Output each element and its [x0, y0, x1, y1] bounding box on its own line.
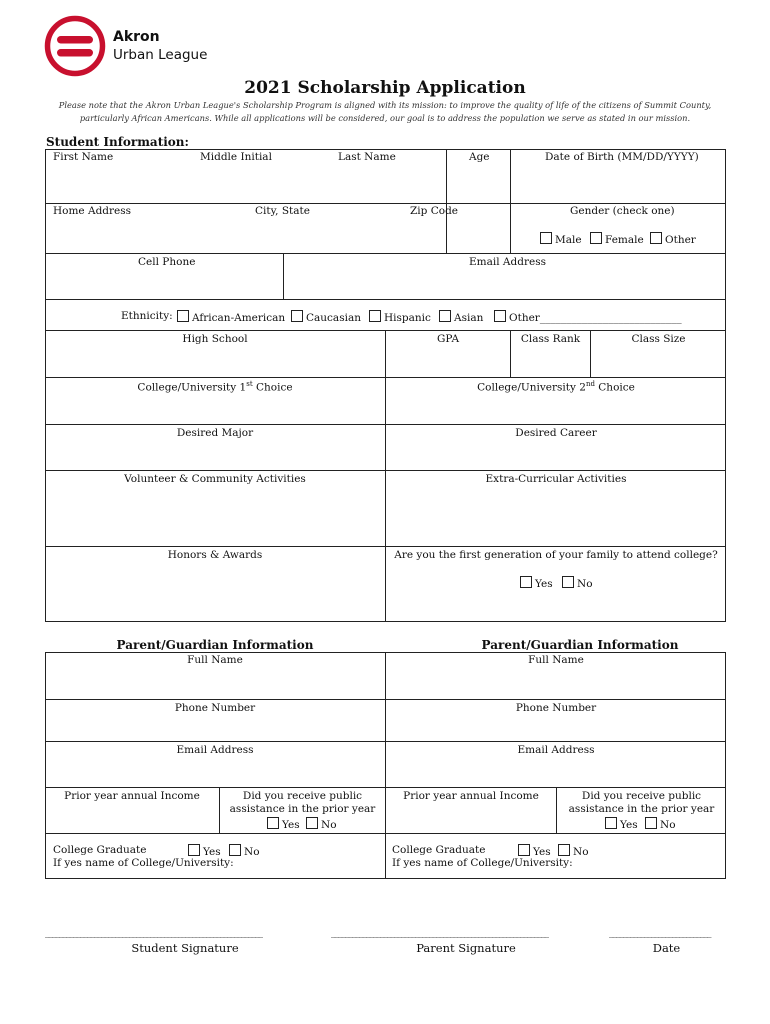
- option-label: Yes: [203, 846, 221, 858]
- col-divider: [385, 652, 386, 879]
- checkbox[interactable]: [520, 576, 532, 588]
- mission-note: [40, 99, 730, 125]
- ethnicity-hispanic-option[interactable]: [369, 310, 431, 324]
- college-second-choice-label: [386, 380, 726, 394]
- male-label: Male: [555, 234, 582, 246]
- option-label: Yes: [533, 846, 551, 858]
- dob-label: Date of Birth (MM/DD/YYYY): [545, 151, 699, 163]
- first-generation-question: Are you the first generation of your family to attend college?: [394, 549, 718, 561]
- parent-heading-right: Parent/Guardian Information: [481, 638, 679, 652]
- first-name-label: First Name: [53, 151, 114, 163]
- parent1-grad-yes-option[interactable]: [188, 844, 221, 858]
- extracurricular-label: Extra-Curricular Activities: [485, 473, 627, 485]
- parent1-college-grad-label: College Graduate: [53, 844, 147, 856]
- ethnicity-caucasian-option[interactable]: [291, 310, 361, 324]
- option-label: No: [660, 819, 676, 831]
- first-gen-yes-option[interactable]: [520, 576, 553, 590]
- student-signature-line[interactable]: ______________________________________________________________: [45, 928, 262, 938]
- parent-signature-line[interactable]: ______________________________________________________________: [331, 928, 548, 938]
- desired-major-label: Desired Major: [176, 427, 254, 439]
- cell-phone-label: Cell Phone: [138, 256, 196, 268]
- gpa-label: GPA: [436, 333, 460, 345]
- college1-sup: st: [246, 380, 253, 388]
- checkbox[interactable]: [267, 817, 279, 829]
- option-label: Asian: [454, 312, 484, 324]
- home-address-label: Home Address: [53, 205, 132, 217]
- checkbox[interactable]: [558, 844, 570, 856]
- date-line[interactable]: _____________________________: [609, 928, 711, 938]
- checkbox[interactable]: [291, 310, 303, 322]
- assist-line1: Did you receive public: [242, 790, 363, 802]
- option-label: No: [577, 578, 593, 590]
- assist-line2: assistance in the prior year: [229, 803, 376, 815]
- mission-note-line2: particularly African Americans. While all applications will be considered, our goal is to address the population we serve as stated in our mission.: [79, 113, 691, 123]
- parent2-assist-yes-option[interactable]: [605, 817, 638, 831]
- parent2-assistance-question: [557, 790, 726, 816]
- org-name-line2: Urban League: [113, 47, 208, 63]
- ethnicity-label: Ethnicity:: [121, 310, 173, 322]
- gender-female-option[interactable]: [590, 232, 644, 246]
- assist-line1: Did you receive public: [581, 790, 702, 802]
- desired-career-label: Desired Career: [515, 427, 597, 439]
- parent2-email-label: Email Address: [517, 744, 595, 756]
- email-label: Email Address: [469, 256, 546, 268]
- ethnicity-other-option[interactable]: [494, 310, 682, 324]
- checkbox[interactable]: [229, 844, 241, 856]
- urban-league-logo: [44, 15, 106, 77]
- checkbox[interactable]: [369, 310, 381, 322]
- ethnicity-aa-option[interactable]: [177, 310, 285, 324]
- option-label: Caucasian: [306, 312, 361, 324]
- parent2-full-name-label: Full Name: [528, 654, 584, 666]
- student-name-field[interactable]: [48, 166, 444, 201]
- assist-line2: assistance in the prior year: [568, 803, 715, 815]
- parent1-assist-yes-option[interactable]: [267, 817, 300, 831]
- option-label: No: [244, 846, 260, 858]
- dob-field[interactable]: [513, 166, 723, 201]
- parent1-grad-no-option[interactable]: [229, 844, 260, 858]
- checkbox[interactable]: [177, 310, 189, 322]
- first-gen-no-option[interactable]: [562, 576, 593, 590]
- parent1-income-label: Prior year annual Income: [64, 790, 200, 802]
- other-label: Other: [665, 234, 696, 246]
- parent1-assistance-question: [220, 790, 385, 816]
- high-school-label: High School: [182, 333, 248, 345]
- checkbox[interactable]: [645, 817, 657, 829]
- option-label: Other___________________________: [509, 312, 682, 324]
- checkbox[interactable]: [494, 310, 506, 322]
- parent1-email-label: Email Address: [176, 744, 254, 756]
- parent1-full-name-label: Full Name: [187, 654, 243, 666]
- option-label: Hispanic: [384, 312, 431, 324]
- option-label: African-American: [192, 312, 286, 324]
- last-name-label: Last Name: [338, 151, 396, 163]
- other-checkbox[interactable]: [650, 232, 662, 244]
- option-label: Yes: [535, 578, 553, 590]
- page-title: 2021 Scholarship Application: [244, 78, 526, 98]
- college1-suffix: Choice: [252, 381, 293, 394]
- parent2-phone-label: Phone Number: [515, 702, 597, 714]
- class-size-label: Class Size: [631, 333, 686, 345]
- parent2-grad-no-option[interactable]: [558, 844, 589, 858]
- student-heading: Student Information:: [46, 135, 189, 149]
- parent-signature-label: Parent Signature: [416, 941, 516, 955]
- middle-initial-label: Middle Initial: [200, 151, 272, 163]
- student-signature-label: Student Signature: [131, 941, 239, 955]
- row-divider: [45, 253, 726, 254]
- option-label: Yes: [282, 819, 300, 831]
- male-checkbox[interactable]: [540, 232, 552, 244]
- city-state-label: City, State: [255, 205, 310, 217]
- college2-sup: nd: [585, 380, 595, 388]
- row-divider: [45, 299, 726, 300]
- female-label: Female: [605, 234, 644, 246]
- parent1-assist-no-option[interactable]: [306, 817, 337, 831]
- date-label: Date: [652, 941, 681, 955]
- parent2-income-label: Prior year annual Income: [403, 790, 539, 802]
- checkbox[interactable]: [439, 310, 451, 322]
- parent-heading-left: Parent/Guardian Information: [116, 638, 314, 652]
- zip-code-label: Zip Code: [410, 205, 459, 217]
- college1-text: College/University 1: [137, 381, 247, 394]
- college-first-choice-label: [45, 380, 385, 394]
- checkbox[interactable]: [605, 817, 617, 829]
- checkbox[interactable]: [562, 576, 574, 588]
- org-name-line1: Akron: [113, 29, 160, 45]
- parent2-assist-no-option[interactable]: [645, 817, 676, 831]
- option-label: No: [573, 846, 589, 858]
- parent1-phone-label: Phone Number: [174, 702, 256, 714]
- checkbox[interactable]: [518, 844, 530, 856]
- college2-suffix: Choice: [594, 381, 635, 394]
- checkbox[interactable]: [306, 817, 318, 829]
- honors-awards-label: Honors & Awards: [167, 549, 263, 561]
- ethnicity-asian-option[interactable]: [439, 310, 483, 324]
- checkbox[interactable]: [188, 844, 200, 856]
- parent2-grad-yes-option[interactable]: [518, 844, 551, 858]
- class-rank-label: Class Rank: [520, 333, 581, 345]
- gender-other-option[interactable]: [650, 232, 696, 246]
- college2-text: College/University 2: [477, 381, 586, 394]
- mission-note-line1: Please note that the Akron Urban League's Scholarship Program is aligned with its mission: to improve the quality of life of the citizens of Summit County,: [58, 100, 712, 110]
- age-label: Age: [469, 151, 490, 163]
- female-checkbox[interactable]: [590, 232, 602, 244]
- parent1-college-name-label: If yes name of College/University:: [53, 857, 234, 869]
- col-divider: [446, 149, 447, 254]
- row-divider: [45, 203, 726, 204]
- parent2-college-name-label: If yes name of College/University:: [392, 857, 573, 869]
- parent2-college-grad-label: College Graduate: [392, 844, 486, 856]
- option-label: Yes: [620, 819, 638, 831]
- gender-label: Gender (check one): [570, 205, 675, 217]
- gender-male-option[interactable]: [540, 232, 582, 246]
- volunteer-label: Volunteer & Community Activities: [124, 473, 306, 485]
- col-divider: [510, 149, 511, 254]
- option-label: No: [321, 819, 337, 831]
- col-divider: [283, 253, 284, 300]
- age-field[interactable]: [449, 166, 508, 201]
